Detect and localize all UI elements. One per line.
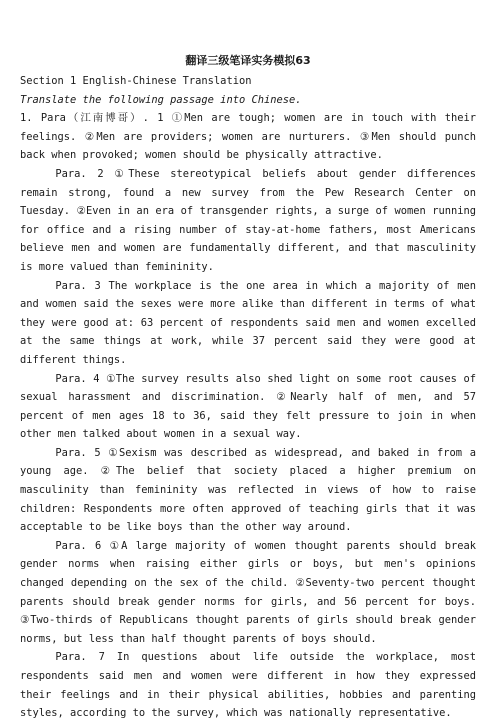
section-heading: Section 1 English-Chinese Translation — [20, 75, 252, 87]
document-title: 翻译三级笔译实务模拟63 — [185, 54, 311, 67]
paragraph-7: Para. 7 In questions about life outside the workplace, most respondents said men and women were different in how they expressed their feelings and in their physical abilities, hobbies and parenting styles, according to the survey, which was nationally representative. — [20, 651, 476, 720]
paragraph-3: Para. 3 The workplace is the one area in which a majority of men and women said the sexes were more alike than different in terms of what they were good at: 63 percent of respondents said men and women excelled at the same things at work, while 37 percent said they were good at different things. — [20, 279, 476, 366]
paragraph-5: Para. 5 ①Sexism was described as widespread, and baked in from a young age. ②The belief that society placed a higher premium on masculinity than femininity was reflected in views of how to raise children: Respondents more often approved of teaching girls that it was acceptable to be like boys than the other way around. — [20, 446, 476, 534]
instruction-text: Translate the following passage into Chinese. — [20, 93, 302, 106]
paragraph-2: Para. 2 ①These stereotypical beliefs about gender differences remain strong, found a new survey from the Pew Research Center on Tuesday. ②Even in an era of transgender rights, a surge of women running for office and a rising number of stay-at-home fathers, most Americans believe men and women are fundamentally different, and that masculinity is more valued than femininity. — [20, 167, 476, 273]
paragraph-1: 1. Para（江南博哥）. 1 ①Men are tough; women are in touch with their feelings. ②Men are providers; women are nurturers. ③Men should punch back when provoked; women should be physically attractive. — [20, 112, 476, 162]
paragraph-4: Para. 4 ①The survey results also shed light on some root causes of sexual harassment and discrimination. ②Nearly half of men, and 57 percent of men ages 18 to 36, said they felt pressure to join in when other men talked about women in a sexual way. — [20, 372, 476, 441]
paragraph-6: Para. 6 ①A large majority of women thought parents should break gender norms when raising either girls or boys, but men's opinions changed depending on the sex of the child. ②Seventy-two percent thought parents should break gender norms for girls, and 56 percent for boys. ③Two-thirds of Republicans thought parents of girls should break gender norms, but less than half thought parents of boys should. — [20, 539, 476, 645]
